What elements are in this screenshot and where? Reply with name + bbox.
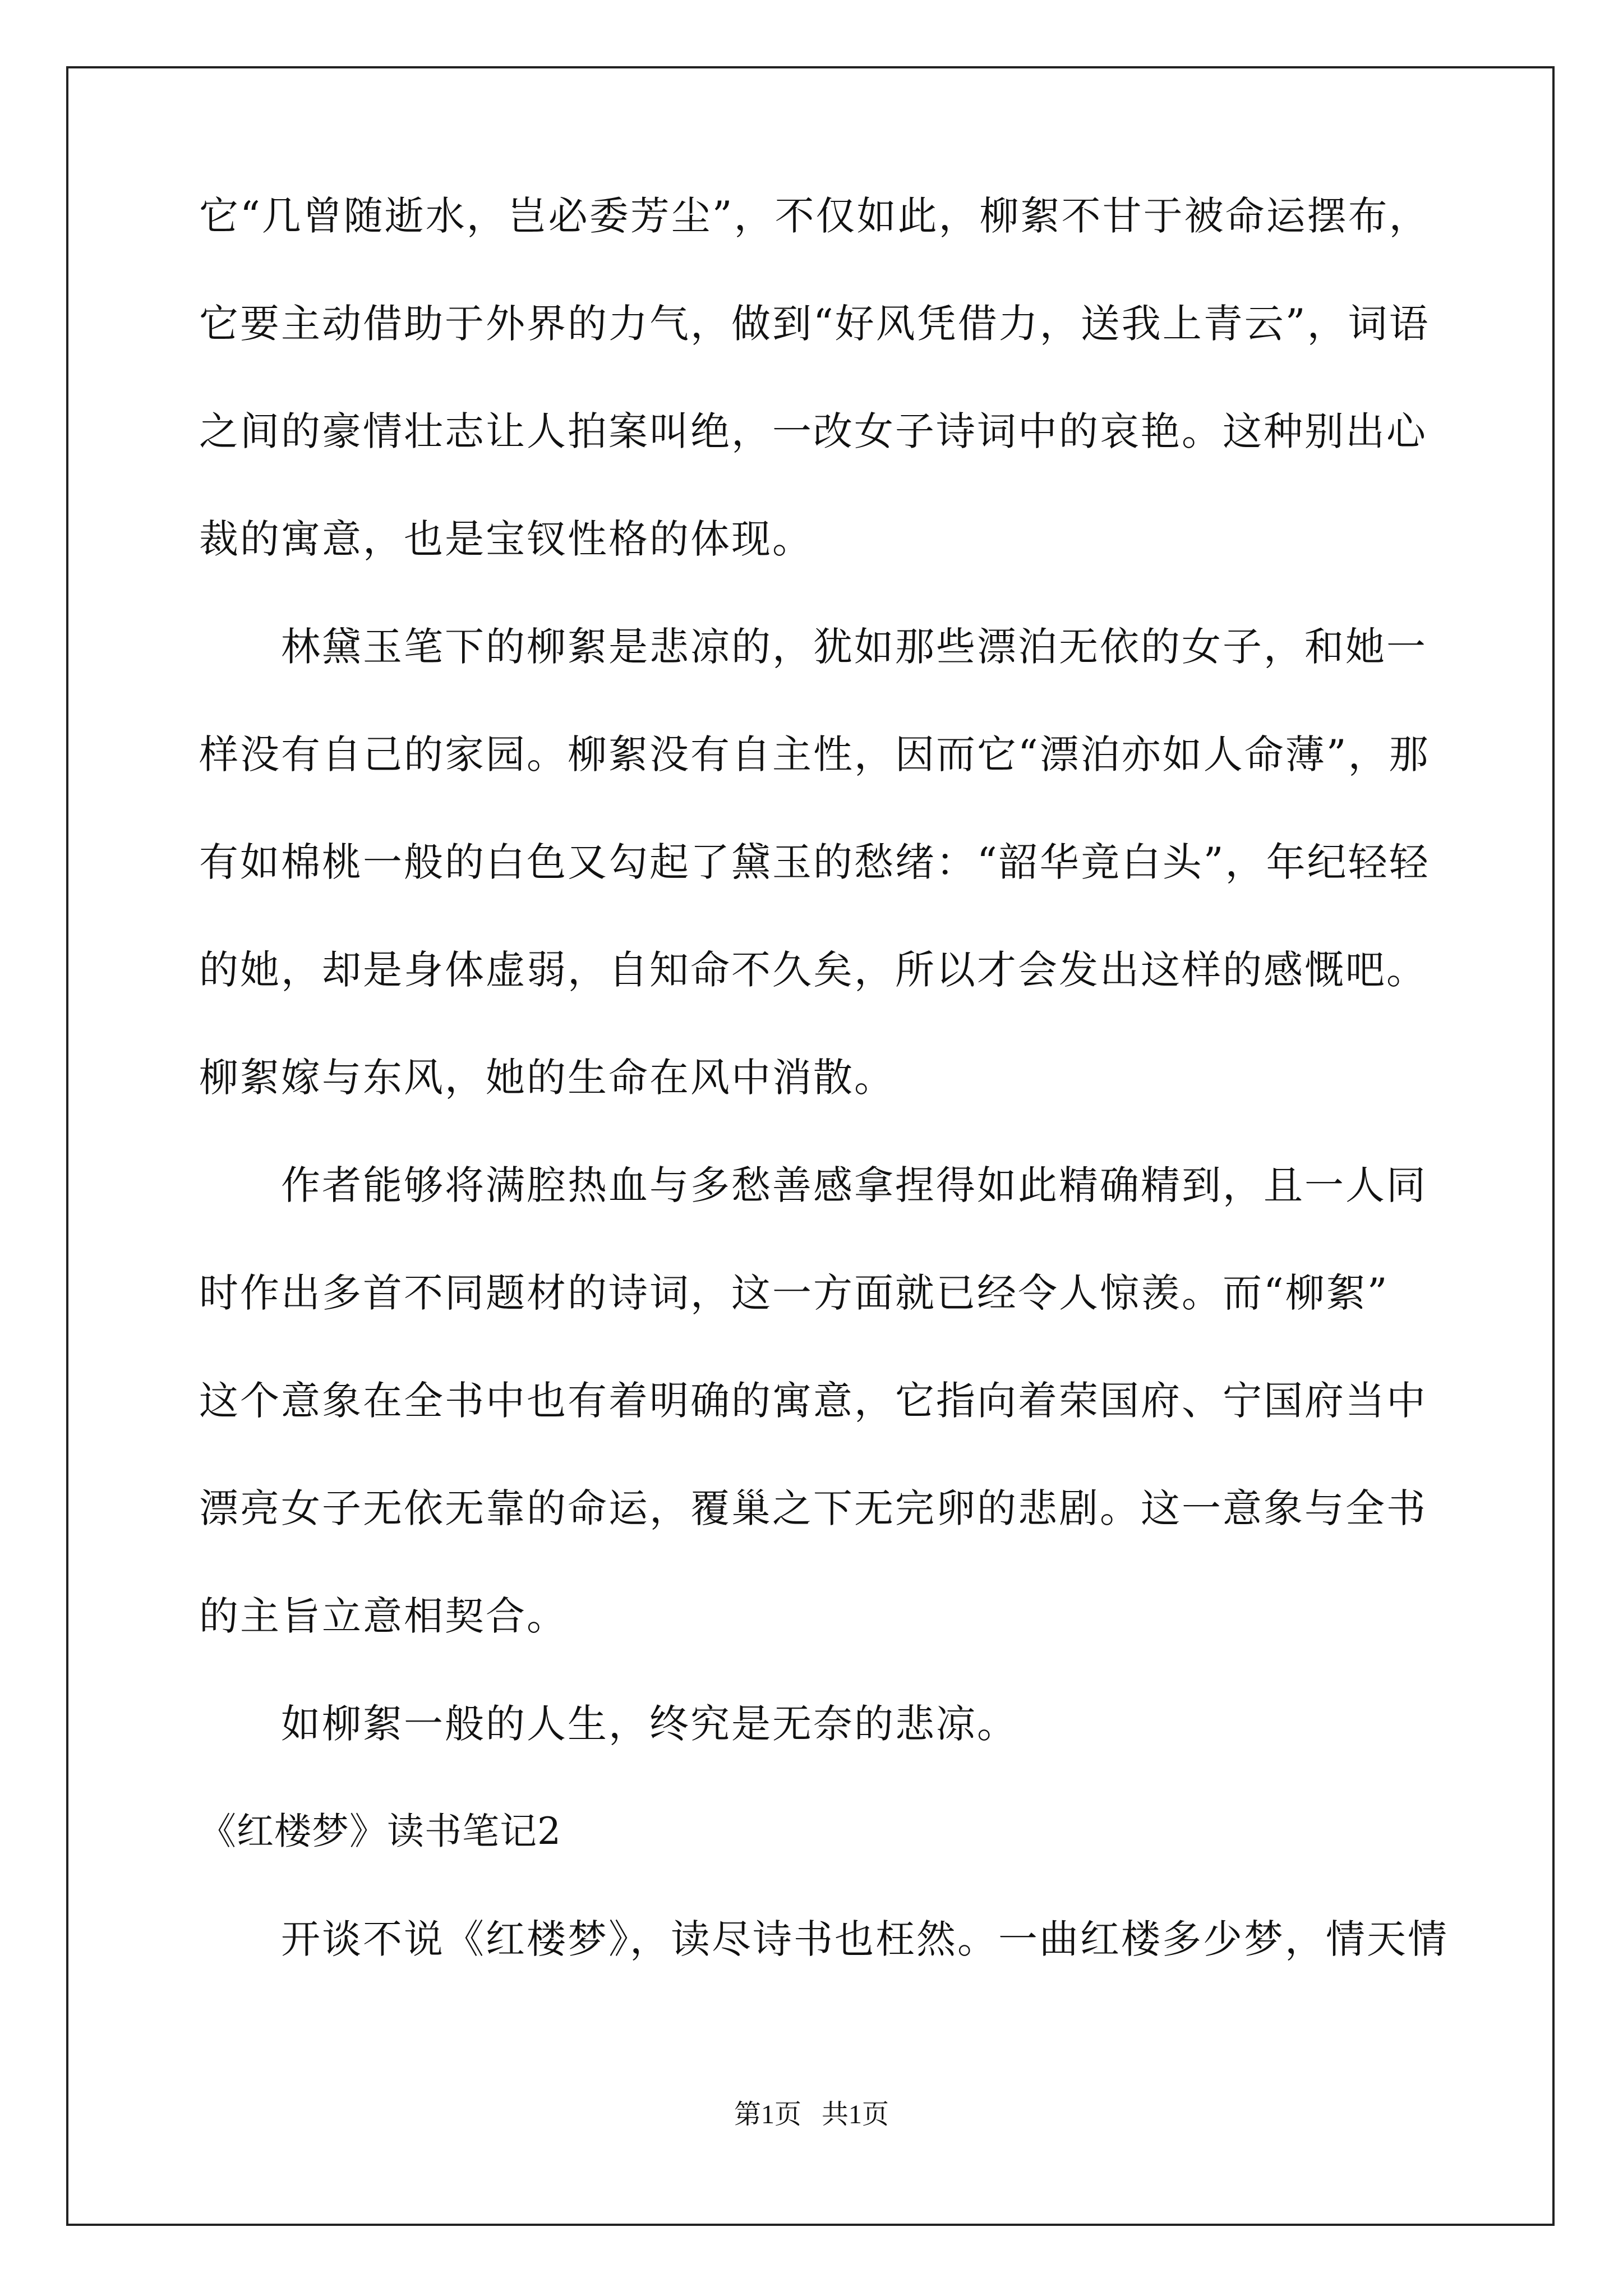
text-line: 它“几曾随逝水，岂必委芳尘”，不仅如此，柳絮不甘于被命运摆布， [199, 193, 1430, 239]
text-line: 之间的豪情壮志让人拍案叫绝，一改女子诗词中的哀艳。这种别出心 [199, 408, 1427, 454]
text-line: 时作出多首不同题材的诗词，这一方面就已经令人惊羡。而“柳絮” [199, 1270, 1389, 1316]
text-line: 有如棉桃一般的白色又勾起了黛玉的愁绪：“韶华竟白头”，年纪轻轻 [199, 839, 1430, 885]
page-border [66, 66, 1555, 2226]
text-line: 的主旨立意相契合。 [199, 1593, 568, 1639]
paragraph-start-line: 作者能够将满腔热血与多愁善感拿捏得如此精确精到，且一人同 [281, 1162, 1427, 1208]
paragraph-start-line: 林黛玉笔下的柳絮是悲凉的，犹如那些漂泊无依的女子，和她一 [281, 624, 1427, 670]
text-line: 漂亮女子无依无靠的命运，覆巢之下无完卵的悲剧。这一意象与全书 [199, 1485, 1427, 1531]
page-number-footer: 第1页 共1页 [734, 2100, 889, 2129]
paragraph-start-line: 开谈不说《红楼梦》，读尽诗书也枉然。一曲红楼多少梦，情天情 [281, 1916, 1449, 1962]
section-heading: 《红楼梦》读书笔记2 [199, 1810, 561, 1853]
paragraph-start-line: 如柳絮一般的人生，终究是无奈的悲凉。 [281, 1701, 1018, 1747]
text-line: 的她，却是身体虚弱，自知命不久矣，所以才会发出这样的感慨吧。 [199, 947, 1427, 993]
text-line: 它要主动借助于外界的力气，做到“好风凭借力，送我上青云”，词语 [199, 301, 1430, 347]
text-line: 这个意象在全书中也有着明确的寓意，它指向着荣国府、宁国府当中 [199, 1378, 1427, 1424]
text-line: 裁的寓意，也是宝钗性格的体现。 [199, 516, 813, 562]
text-line: 样没有自己的家园。柳絮没有自主性，因而它“漂泊亦如人命薄”，那 [199, 731, 1430, 777]
text-line: 柳絮嫁与东风，她的生命在风中消散。 [199, 1055, 895, 1101]
